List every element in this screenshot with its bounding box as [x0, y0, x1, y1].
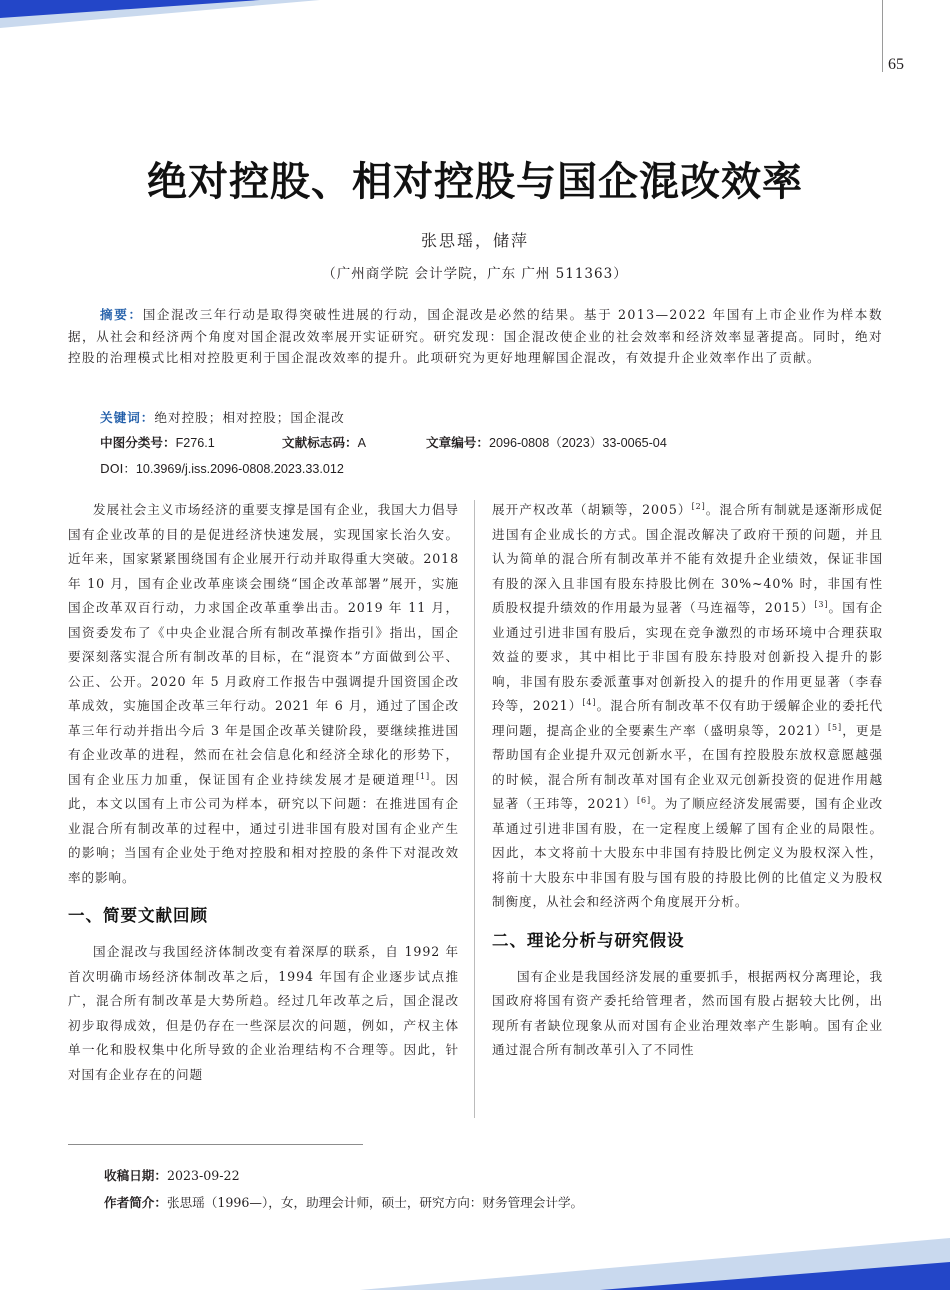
received-value: 2023-09-22	[166, 1168, 240, 1183]
author-bio	[104, 1192, 583, 1211]
header-rule	[882, 0, 883, 72]
bio-label: 作者简介：	[104, 1195, 167, 1210]
citation-4: [4]	[582, 697, 597, 707]
section1-continued: 展开产权改革（胡颖等，2005）[2]。混合所有制就是逐渐形成促进国有企业成长的方式。国企混改解决了政府干预的问题，并且认为简单的混合所有制改革并不能有效提升企业绩效，保证非国有股的深入且非国有股东持股比例在 30%~40% 时，非国有性质股权提升绩效的作用最为显著（马连福等，2015）[3]。国有企业通过引进非国有股后，实现在竞争激烈的市场环境中合理获取效益的要求，其中相比于非国有股东持股对创新投入提升的影响，非国有股东委派董事对创新投入的提升的作用更显著（李春玲等，2021）[4]。混合所有制改革不仅有助于缓解企业的委托代理问题，提高企业的全要素生产率（盛明泉等，2021）[5]，更是帮助国有企业提升双元创新水平，在国有控股股东放权意愿越强的时候，混合所有制改革对国有企业双元创新投资的促进作用越显著（王玮等，2021）[6]。为了顺应经济发展需要，国有企业改革通过引进非国有股，在一定程度上缓解了国有企业的局限性。因此，本文将前十大股东中非国有持股比例定义为股权深入性，将前十大股东中非国有股与国有股的持股比例的比值定义为股权制衡度，从社会和经济两个角度展开分析。	[492, 501, 884, 909]
keywords	[100, 407, 345, 426]
intro-paragraph: 发展社会主义市场经济的重要支撑是国有企业，我国大力倡导国有企业改革的目的是促进经济快速发展，实现国家长治久安。近年来，国家紧紧围绕国有企业展开行动并取得重大突破。2018 年 10 月，国有企业改革座谈会围绕“国企改革部署”展开，实施国企改革双百行动，力求国企改革重拳出击。2019 年 11 月，国资委发布了《中央企业混合所有制改革操作指引》指出，国企要深刻落实混合所有制改革的目标，在“混资本”方面做到公平、公正、公开。2020 年 5 月政府工作报告中强调提升国资国企改革成效，实施国企改革三年行动。2021 年 6 月，通过了国企改革三年行动并指出今后 3 年是国企改革关键阶段，要继续推进国有企业改革的进程，然而在社会信息化和经济全球化的形势下，国有企业压力加重，保证国有企业持续发展才是硬道理[1]。因此，本文以国有上市公司为样本，研究以下问题：在推进国有企业混合所有制改革的过程中，通过引进非国有股对国有企业产生的影响；当国有企业处于绝对控股和相对控股的条件下对混改效率的影响。	[68, 502, 459, 885]
citation-2: [2]	[691, 501, 706, 511]
article-no-label: 文章编号：	[426, 435, 489, 450]
doc-code-label: 文献标志码：	[282, 435, 358, 450]
keywords-label: 关键词：	[100, 410, 155, 425]
footnote-rule	[68, 1144, 363, 1145]
abstract	[68, 304, 883, 369]
affiliation: （广州商学院 会计学院，广东 广州 511363）	[322, 266, 628, 282]
column-divider	[474, 500, 475, 1118]
clc-value: F276.1	[175, 436, 215, 450]
right-column	[492, 498, 883, 1063]
received-date	[104, 1165, 240, 1184]
section-heading-2: 二、理论分析与研究假设	[492, 930, 685, 950]
received-label: 收稿日期：	[104, 1168, 167, 1183]
doc-code-value: A	[357, 436, 366, 450]
citation-6: [6]	[636, 795, 652, 805]
clc-label: 中图分类号：	[100, 435, 176, 450]
keywords-text: 绝对控股；相对控股；国企混改	[154, 410, 345, 425]
page-number: 65	[888, 56, 904, 73]
citation-3: [3]	[814, 599, 829, 609]
paper-title: 绝对控股、相对控股与国企混改效率	[147, 159, 803, 205]
abstract-text: 国企混改三年行动是取得突破性进展的行动，国企混改是必然的结果。基于 2013—2022 年国有上市企业作为样本数据，从社会和经济两个角度对国企混改效率展开实证研究。研究发现：国企混改使企业的社会效率和经济效率显著提高。同时，绝对控股的治理模式比相对控股更利于国企混改效率的提升。此项研究为更好地理解国企混改，有效提升企业效率作出了贡献。	[68, 307, 883, 365]
doi-line	[100, 458, 344, 477]
left-column	[68, 498, 459, 1087]
doi-label: DOI：	[100, 461, 136, 476]
abstract-label: 摘要：	[100, 307, 143, 322]
citation-5: [5]	[828, 722, 843, 732]
doi-value: 10.3969/j.iss.2096-0808.2023.33.012	[135, 462, 344, 476]
authors: 张思瑶，储萍	[420, 231, 529, 250]
section-heading-1: 一、简要文献回顾	[68, 906, 208, 925]
section1-paragraph: 国企混改与我国经济体制改变有着深厚的联系，自 1992 年首次明确市场经济体制改革之后，1994 年国有企业逐步试点推广，混合所有制改革是大势所趋。经过几年改革之后，国企混改初步取得成效，但是仍存在一些深层次的问题，例如，产权主体单一化和股权集中化所导致的企业治理结构不合理等。因此，针对国有企业存在的问题	[68, 944, 459, 1082]
section2-paragraph: 国有企业是我国经济发展的重要抓手，根据两权分离理论，我国政府将国有资产委托给管理者，然而国有股占据较大比例，出现所有者缺位现象从而对国有企业治理效率产生影响。国有企业通过混合所有制改革引入了不同性	[492, 968, 883, 1057]
article-no-value: 2096-0808（2023）33-0065-04	[488, 436, 667, 450]
bio-value: 张思瑶（1996—），女，助理会计师，硕士，研究方向：财务管理会计学。	[166, 1195, 584, 1210]
citation-1: [1]	[415, 771, 430, 781]
